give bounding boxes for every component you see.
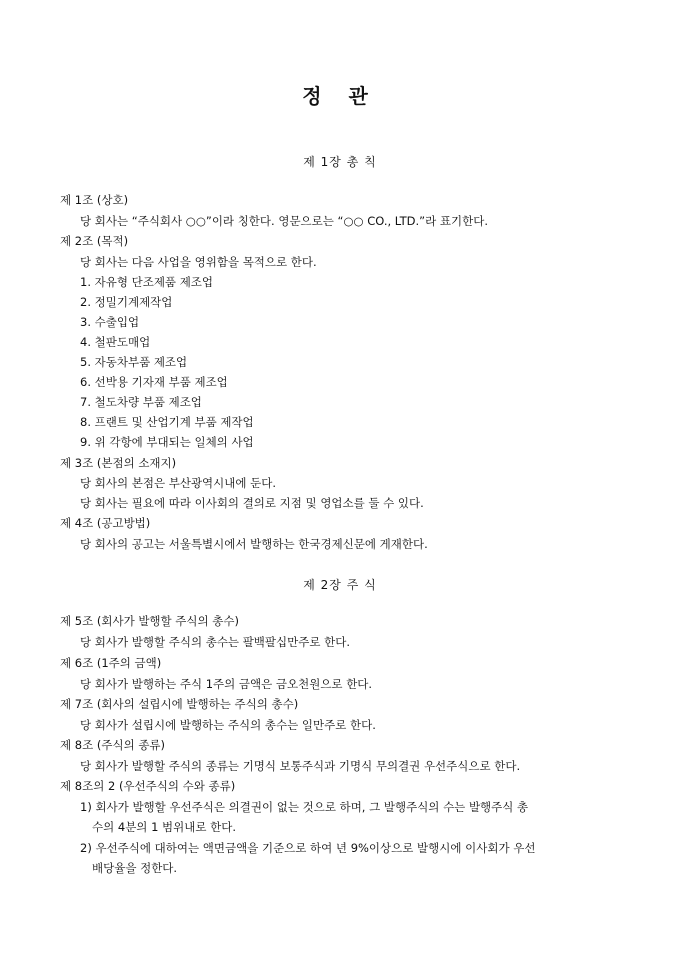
article-number: 제 1조 — [60, 193, 94, 207]
article-title: (본점의 소재지) — [96, 456, 177, 470]
article-text: 당 회사는 필요에 따라 이사회의 결의로 지점 및 영업소를 둘 수 있다. — [80, 496, 424, 510]
item-marker: 1) — [80, 800, 92, 814]
article-text: 당 회사가 설립시에 발행하는 주식의 총수는 일만주로 한다. — [80, 718, 376, 732]
article-text: 당 회사의 공고는 서울특별시에서 발행하는 한국경제신문에 게재한다. — [80, 537, 428, 551]
article-title: (1주의 금액) — [96, 656, 162, 670]
article-title: (목적) — [96, 234, 129, 248]
article-number: 제 8조 — [60, 738, 94, 752]
article-heading — [60, 192, 128, 208]
list-item: 1. 자유형 단조제품 제조업 — [80, 275, 214, 289]
list-item: 2. 정밀기계제작업 — [80, 295, 173, 309]
article-title: (주식의 종류) — [96, 738, 166, 752]
article-heading — [60, 778, 235, 794]
list-item: 6. 선박용 기자재 부품 제조업 — [80, 375, 228, 389]
article-number: 제 8조의 2 — [60, 779, 116, 793]
article-title: (우선주식의 수와 종류) — [118, 779, 236, 793]
article-heading — [60, 655, 161, 671]
article-number: 제 4조 — [60, 516, 94, 530]
article-number: 제 3조 — [60, 456, 94, 470]
article-title: (상호) — [96, 193, 129, 207]
item-text-continued: 배당율을 정한다. — [92, 861, 178, 875]
article-text: 당 회사가 발행할 주식의 총수는 팔백팔십만주로 한다. — [80, 635, 350, 649]
article-title: (회사의 설립시에 발행하는 주식의 총수) — [96, 697, 299, 711]
chapter-heading: 제 2장 주 식 — [303, 578, 377, 592]
item-marker: 2) — [80, 841, 92, 855]
item-text-continued: 수의 4분의 1 범위내로 한다. — [92, 820, 236, 834]
article-heading — [60, 233, 128, 249]
article-number: 제 7조 — [60, 697, 94, 711]
list-item: 8. 프랜트 및 산업기계 부품 제작업 — [80, 415, 254, 429]
list-item: 5. 자동차부품 제조업 — [80, 355, 188, 369]
numbered-item — [80, 799, 528, 815]
article-text: 당 회사는 “주식회사 ○○”이라 칭한다. 영문으로는 “○○ CO., LTD.”라 표기한다. — [80, 214, 488, 228]
article-text: 당 회사의 본점은 부산광역시내에 둔다. — [80, 476, 277, 490]
article-number: 제 6조 — [60, 656, 94, 670]
list-item: 4. 철판도매업 — [80, 335, 151, 349]
item-text: 회사가 발행할 우선주식은 의결권이 없는 것으로 하며, 그 발행주식의 수는 발행주식 총 — [95, 800, 529, 814]
article-text: 당 회사가 발행할 주식의 종류는 기명식 보통주식과 기명식 무의결권 우선주식으로 한다. — [80, 759, 521, 773]
list-item: 9. 위 각항에 부대되는 일체의 사업 — [80, 435, 254, 449]
article-title: (공고방법) — [96, 516, 151, 530]
article-number: 제 2조 — [60, 234, 94, 248]
chapter-heading: 제 1장 총 칙 — [303, 155, 377, 169]
list-item: 7. 철도차량 부품 제조업 — [80, 395, 202, 409]
article-heading — [60, 737, 165, 753]
list-item: 3. 수출입업 — [80, 315, 140, 329]
article-heading — [60, 455, 176, 471]
article-number: 제 5조 — [60, 614, 94, 628]
article-title: (회사가 발행할 주식의 총수) — [96, 614, 239, 628]
article-heading — [60, 613, 239, 629]
numbered-item — [80, 840, 535, 856]
item-text: 우선주식에 대하여는 액면금액을 기준으로 하여 년 9%이상으로 발행시에 이사회가 우선 — [95, 841, 536, 855]
document-title: 정 관 — [302, 84, 378, 108]
article-text: 당 회사는 다음 사업을 영위함을 목적으로 한다. — [80, 255, 317, 269]
article-heading — [60, 515, 150, 531]
article-text: 당 회사가 발행하는 주식 1주의 금액은 금오천원으로 한다. — [80, 677, 373, 691]
article-heading — [60, 696, 298, 712]
